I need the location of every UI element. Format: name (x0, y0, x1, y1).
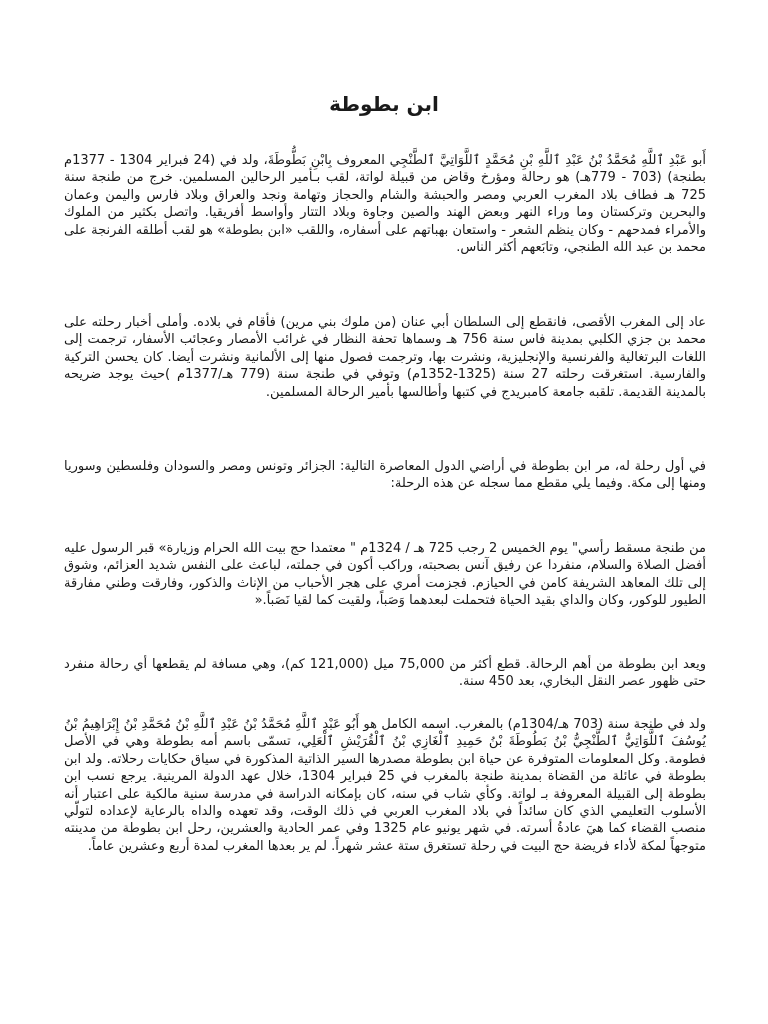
paragraph-first-journey: في أول رحلة له، مر ابن بطوطة في أراضي الدول المعاصرة التالية: الجزائر وتونس ومصر والسودان وفلسطين وسوريا ومنها إلى مكة. وفيما يلي مقطع مما سجله عن هذه الرحلة: (64, 459, 706, 492)
paragraph-quote: من طنجة مسقط رأسي" يوم الخميس 2 رجب 725 هـ / 1324م " معتمدا حج بيت الله الحرام وزيارة» قبر الرسول عليه أفضل الصلاة والسلام، منفردا عن رفيق آنس بصحبته، وراكب أكون في جملته، لباعث على النفس شديد العزائم، وشوق إلى تلك المعاهد الشريفة كامن في الحيازم. فجزمت أمري على هجر الأحباب من الإناث والذكور، وفارقت وطني مفارقة الطيور للوكور، وكان والداي بقيد الحياة فتحملت لبعدهما وَصَباً، ولقيت كما لقيا نَصَباً.« (64, 541, 707, 609)
paragraph-distance: ويعد ابن بطوطة من أهم الرحالة. قطع أكثر من 75,000 ميل (121,000 كم)، وهي مسافة لم يقطعها أي رحالة منفرد حتى ظهور عصر النقل البخاري، بعد 450 سنة. (64, 657, 706, 690)
paragraph-return: عاد إلى المغرب الأقصى، فانقطع إلى السلطان أبي عنان (من ملوك بني مرين) فأقام في بلاده. وأملى أخبار رحلته على محمد بن جزي الكلبي بمدينة فاس سنة 756 هـ وسماها تحفة النظار في غرائب الأمصار وعجائب الأسفار، ترجمت إلى اللغات البرتغالية والفرنسية والإنجليزية، ونشرت بها، وترجمت فصول منها إلى الألمانية ونشرت أيضا. كان يحسن التركية والفارسية. استغرقت رحلته 27 سنة (1325-1352م) وتوفي في طنجة سنة (779 هـ/1377م )حيث يوجد ضريحه بالمدينة القديمة. تلقبه جامعة كامبريدج في كتبها وأطالسها بأمير الرحالة المسلمين. (64, 315, 706, 400)
paragraph-intro: أَبو عَبْدِ ٱللَّهِ مُحَمَّدُ بْنُ عَبْدِ ٱللَّهِ بْنِ مُحَمَّدٍ ٱللَّوَاتِيَّ ٱلطَّنْجِي المعروف بِابْنِ بَطُّوطَةَ، ولد في (24 فبراير 1304 - 1377م بطنجة) (703 - 779هـ) هو رحالة ومؤرخ وقاض من قبيلة لواتة، لقب بـأمير الرحالين المسلمين. خرج من طنجة سنة 725 هـ فطاف بلاد المغرب العربي ومصر والحبشة والشام والحجاز وتهامة ونجد والعراق وبلاد فارس واليمن وعمان والبحرين وتركستان وما وراء النهر وبعض الهند والصين وجاوة وبلاد التتار وأواسط أفريقيا. واتصل بكثير من الملوك والأمراء فمدحهم - وكان ينظم الشعر - واستعان بهباتهم على أسفاره، واللقب «ابن بطوطة» هو لقب أطلقه الفرنجة على محمد بن عبد الله الطنجي، وتابَعهم أكثر الناس. (64, 153, 706, 256)
paragraph-biography: ولد في طنجة سنة (703 هـ/1304م) بالمغرب. اسمه الكامل هو أَبُو عَبْدِ ٱللَّهِ مُحَمَّدُ بْنُ عَبْدِ ٱللَّهِ بْنُ مُحَمَّدِ بْنُ إِبْرَاهِيمُ بْنُ يُوسُفَ ٱللَّوَاتِيُّ ٱلطَّنْجِيُّ بْنُ بَطُوطَةَ بْنُ حَمِيدِ ٱلْغَازِي بْنُ ٱلْقُرَيْشِ ٱلْعَلِي، تسمّى باسم أمه بطوطة وهي في الأصل فطومة. وكل المعلومات المتوفرة عن حياة ابن بطوطة مصدرها السير الذاتية المذكورة في سياق حكايات رحلاته. ولد ابن بطوطة في عائلة من القضاة بمدينة طنجة بالمغرب في 25 فبراير 1304، خلال عهد الدولة المرينية. يرجع نسب ابن بطوطة إلى القبيلة المعروفة بـ لواتة. وكأي شاب في سنه، كان بإمكانه الدراسة في مدرسة سنية مالكية على اعتبار أنه الأسلوب التعليمي الذي كان سائداً في بلاد المغرب العربي في ذلك الوقت، وقد تعهده والداه بالرعاية لإعداده لتولّي منصب القضاء كما هيَ عادةُ أسرته. في شهر يونيو عام 1325 وفي عمر الحادية والعشرين، رحل ابن بطوطة من مدينته متوجهاً لمكة لأداء فريضة حج البيت في رحلة تستغرق ستة عشر شهراً. لم ير بعدها المغرب لمدة أربع وعشرين عاماً. (64, 717, 707, 854)
page-title: ابن بطوطة (329, 92, 439, 116)
